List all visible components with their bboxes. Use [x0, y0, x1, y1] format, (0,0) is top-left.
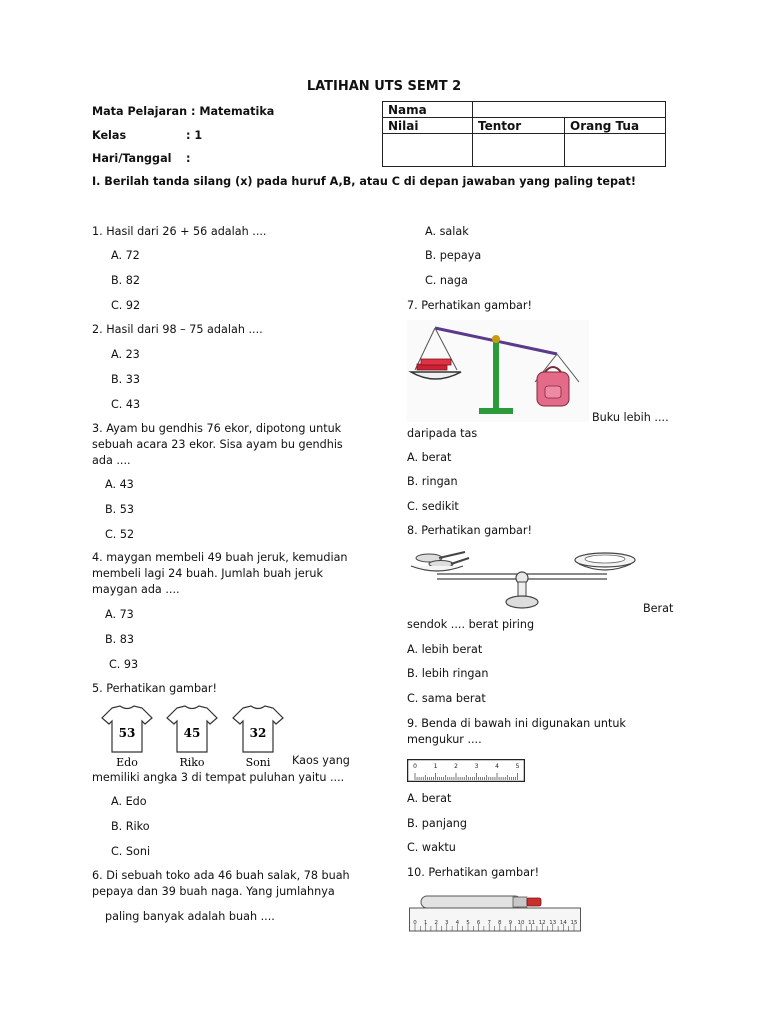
q7-text: 7. Perhatikan gambar! — [407, 299, 532, 312]
q8-option-c[interactable]: C. sama berat — [407, 692, 486, 705]
q9-option-b[interactable]: B. panjang — [407, 817, 467, 830]
q7-option-a[interactable]: A. berat — [407, 451, 452, 464]
pencil-icon — [421, 896, 541, 908]
ruler-tick-label: 11 — [528, 920, 536, 926]
q2-option-b[interactable]: B. 33 — [111, 373, 141, 386]
shirt-icon — [167, 706, 217, 768]
q5-option-a[interactable]: A. Edo — [111, 795, 147, 808]
ruler-tick-label: 1 — [423, 920, 428, 926]
q9-option-c[interactable]: C. waktu — [407, 841, 456, 854]
q1-option-a[interactable]: A. 72 — [111, 249, 140, 262]
q4-option-a[interactable]: A. 73 — [105, 608, 134, 621]
book-icon — [417, 359, 451, 370]
class-label: Kelas — [92, 129, 127, 142]
ruler-tick-label: 3 — [445, 920, 449, 926]
q4-text-line3: maygan ada .... — [92, 583, 180, 596]
q8-option-b[interactable]: B. lebih ringan — [407, 667, 489, 680]
ruler-tick-label: 8 — [498, 920, 502, 926]
q4-text-line2: membeli lagi 24 buah. Jumlah buah jeruk — [92, 567, 323, 580]
pencil-ruler-figure — [409, 890, 581, 932]
q5-text: 5. Perhatikan gambar! — [92, 682, 217, 695]
tentor-label: Tentor — [473, 118, 565, 134]
ruler-tick-label: 2 — [454, 763, 458, 770]
q1-text: 1. Hasil dari 26 + 56 adalah .... — [92, 225, 267, 238]
shirt-icon — [102, 706, 152, 768]
date-value: : — [186, 152, 191, 165]
ruler-tick-label: 14 — [559, 920, 567, 926]
q5-option-c[interactable]: C. Soni — [111, 845, 151, 858]
q3-text-line3: ada .... — [92, 454, 131, 467]
q4-option-b[interactable]: B. 83 — [105, 633, 135, 646]
spoon-icon — [416, 552, 469, 568]
spoon-plate-scale-figure — [407, 546, 639, 614]
q6-text-line2: pepaya dan 39 buah naga. Yang jumlahnya — [92, 885, 335, 898]
q5-option-b[interactable]: B. Riko — [111, 820, 150, 833]
ruler-tick-label: 6 — [476, 920, 481, 926]
q1-option-c[interactable]: C. 92 — [111, 299, 141, 312]
balance-scale-figure — [407, 320, 589, 422]
class-value: : 1 — [186, 129, 203, 142]
instruction: I. Berilah tanda silang (x) pada huruf A,B, atau C di depan jawaban yang paling tepat! — [92, 175, 636, 188]
q10-text: 10. Perhatikan gambar! — [407, 866, 540, 879]
q8-option-a[interactable]: A. lebih berat — [407, 643, 483, 656]
ruler-tick-label: 13 — [549, 920, 557, 926]
q9-text-line1: 9. Benda di bawah ini digunakan untuk — [407, 717, 626, 730]
q7-option-b[interactable]: B. ringan — [407, 475, 458, 488]
q6-option-c[interactable]: C. naga — [425, 274, 468, 287]
shirt-number: 53 — [118, 726, 136, 740]
identity-table — [382, 101, 666, 167]
ruler-tick-label: 1 — [433, 763, 438, 770]
q3-text-line2: sebuah acara 23 ekor. Sisa ayam bu gendhis — [92, 438, 343, 451]
ruler-tick-label: 5 — [515, 763, 520, 770]
nama-label: Nama — [383, 102, 473, 118]
q8-text-tail: Berat — [643, 602, 674, 615]
ruler-tick-label: 7 — [487, 920, 491, 926]
q8-text-line2: sendok .... berat piring — [407, 618, 535, 631]
nilai-label: Nilai — [383, 118, 473, 134]
ruler-tick-label: 0 — [413, 763, 417, 770]
q2-option-c[interactable]: C. 43 — [111, 398, 141, 411]
shirt-number: 45 — [183, 726, 201, 740]
tentor-field[interactable] — [473, 134, 565, 167]
q2-option-a[interactable]: A. 23 — [111, 348, 140, 361]
ruler-tick-label: 4 — [455, 920, 460, 926]
shirt-name: Edo — [116, 756, 138, 768]
ruler-icon — [407, 759, 525, 782]
shirt-number: 32 — [249, 726, 267, 740]
ruler-tick-label: 0 — [413, 920, 417, 926]
q3-option-b[interactable]: B. 53 — [105, 503, 135, 516]
q3-option-a[interactable]: A. 43 — [105, 478, 134, 491]
ruler-tick-label: 3 — [474, 763, 479, 770]
q3-text-line1: 3. Ayam bu gendhis 76 ekor, dipotong untuk — [92, 422, 342, 435]
ruler-tick-label: 12 — [538, 920, 546, 926]
q7-text-tail: Buku lebih .... — [592, 411, 669, 424]
bag-icon — [537, 367, 569, 406]
ruler-tick-label: 4 — [495, 763, 499, 770]
ruler-tick-label: 5 — [466, 920, 470, 926]
q6-option-b[interactable]: B. pepaya — [425, 249, 482, 262]
q5-text-tail: Kaos yang — [292, 754, 350, 767]
ruler-tick-label: 9 — [508, 920, 513, 926]
shirt-name: Soni — [245, 756, 271, 768]
q6-text-line3: paling banyak adalah buah .... — [105, 910, 275, 923]
q6-text-line1: 6. Di sebuah toko ada 46 buah salak, 78 buah — [92, 869, 350, 882]
ruler-tick-label: 15 — [570, 920, 578, 926]
shirt-name: Riko — [179, 756, 205, 768]
q7-text-line2: daripada tas — [407, 427, 478, 440]
ruler-tick-label: 2 — [434, 920, 438, 926]
page-title: LATIHAN UTS SEMT 2 — [306, 79, 462, 94]
orang-tua-field[interactable] — [565, 134, 666, 167]
ruler-tick-label: 10 — [517, 920, 525, 926]
q3-option-c[interactable]: C. 52 — [105, 528, 135, 541]
q2-text: 2. Hasil dari 98 – 75 adalah .... — [92, 323, 263, 336]
nama-field[interactable] — [473, 102, 666, 118]
orang-tua-label: Orang Tua — [565, 118, 666, 134]
q5-text-line2: memiliki angka 3 di tempat puluhan yaitu .... — [92, 771, 345, 784]
shirt-icon — [233, 706, 283, 768]
q9-option-a[interactable]: A. berat — [407, 792, 452, 805]
date-label: Hari/Tanggal — [92, 152, 172, 165]
q4-text-line1: 4. maygan membeli 49 buah jeruk, kemudian — [92, 551, 348, 564]
nilai-field[interactable] — [383, 134, 473, 167]
q7-option-c[interactable]: C. sedikit — [407, 500, 459, 513]
q6-option-a[interactable]: A. salak — [425, 225, 469, 238]
q1-option-b[interactable]: B. 82 — [111, 274, 141, 287]
q4-option-c[interactable]: C. 93 — [109, 658, 139, 671]
shirts-figure — [96, 704, 296, 768]
plate-icon — [575, 553, 635, 570]
subject-label: Mata Pelajaran : Matematika — [92, 105, 275, 118]
q9-text-line2: mengukur .... — [407, 733, 482, 746]
q8-text: 8. Perhatikan gambar! — [407, 524, 532, 537]
